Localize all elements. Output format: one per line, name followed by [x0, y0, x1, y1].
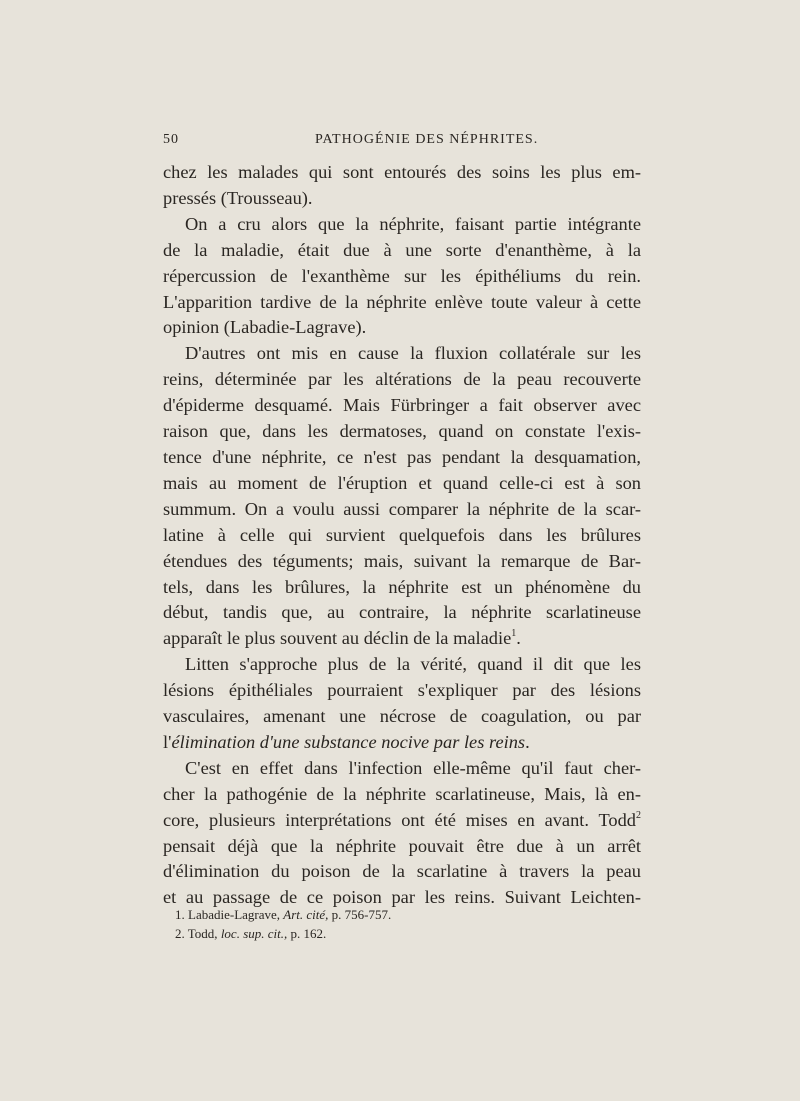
- text-line: D'autres ont mis en cause la fluxion collatérale sur les: [185, 343, 641, 364]
- text-line: latine à celle qui survient quelquefois dans les brûlures: [163, 524, 641, 545]
- text-line: étendues des téguments; mais, suivant la remarque de Bar-: [163, 550, 641, 571]
- italic-phrase: élimination d'une substance nocive par les reins: [171, 731, 526, 752]
- footnote-author: Todd,: [187, 926, 218, 941]
- text-line: répercussion de l'exanthème sur les épithéliums du rein.: [163, 265, 641, 286]
- footnote-citation: Art. cité,: [283, 907, 329, 922]
- footnote-number: 2.: [175, 926, 185, 941]
- text-line: et au passage de ce poison par les reins. Suivant Leichten-: [163, 887, 641, 908]
- text-line-end: .: [516, 628, 521, 649]
- text-line: Litten s'approche plus de la vérité, quand il dit que les: [185, 654, 641, 675]
- footnote-author: Labadie-Lagrave,: [188, 907, 281, 922]
- text-line-end: .: [525, 731, 530, 752]
- text-line: [163, 808, 641, 834]
- text-line: reins, déterminée par les altérations de la peau recouverte: [163, 369, 641, 390]
- text-line: On a cru alors que la néphrite, faisant partie intégrante: [185, 213, 641, 234]
- footnote-number: 1.: [175, 907, 185, 922]
- footnote-2: [175, 924, 635, 943]
- text-line: d'élimination du poison de la scarlatine à travers la peau: [163, 861, 641, 882]
- running-title: PATHOGÉNIE DES NÉPHRITES.: [315, 132, 539, 147]
- text-line: [163, 626, 641, 652]
- page-number: 50: [163, 132, 179, 147]
- text-line: tence d'une néphrite, ce n'est pas pendant la desquamation,: [163, 446, 641, 467]
- footnote-1: [175, 905, 635, 924]
- footnote-citation: loc. sup. cit.,: [220, 926, 288, 941]
- text-line: chez les malades qui sont entourés des soins les plus em-: [163, 162, 641, 182]
- text-line: lésions épithéliales pourraient s'expliquer par des lésions: [163, 680, 641, 701]
- body-text: [163, 160, 641, 911]
- text-line: C'est en effet dans l'infection elle-même qu'il faut cher-: [185, 757, 641, 778]
- text-line: raison que, dans les dermatoses, quand on constate l'exis-: [163, 421, 641, 442]
- footnote-ref-1: 1: [511, 628, 517, 640]
- footnote-pages: p. 162.: [290, 926, 327, 941]
- text-line: tels, dans les brûlures, la néphrite est un phénomène du: [163, 576, 641, 597]
- text-line: début, tandis que, au contraire, la néphrite scarlatineuse: [163, 602, 641, 623]
- text-line-content: apparaît le plus souvent au déclin de la maladie: [163, 628, 512, 649]
- text-line: opinion (Labadie-Lagrave).: [163, 317, 367, 338]
- text-line: mais au moment de l'éruption et quand celle-ci est à son: [163, 472, 641, 493]
- text-line: pensait déjà que la néphrite pouvait être due à un arrêt: [163, 835, 641, 856]
- text-line-content: core, plusieurs interprétations ont été mises en avant. Todd: [163, 809, 636, 830]
- text-line-start: l': [163, 731, 172, 752]
- text-line: summum. On a voulu aussi comparer la néphrite de la scar-: [163, 498, 641, 519]
- text-line: L'apparition tardive de la néphrite enlève toute valeur à cette: [163, 291, 641, 312]
- text-line: [163, 730, 641, 756]
- text-line: pressés (Trousseau).: [163, 187, 313, 208]
- footnotes: [175, 905, 635, 943]
- text-line: vasculaires, amenant une nécrose de coagulation, ou par: [163, 706, 641, 727]
- footnote-pages: p. 756-757.: [331, 907, 392, 922]
- text-line: de la maladie, était due à une sorte d'enanthème, à la: [163, 239, 641, 260]
- text-line: d'épiderme desquamé. Mais Fürbringer a fait observer avec: [163, 395, 641, 416]
- footnote-ref-2: 2: [636, 809, 641, 821]
- text-line: cher la pathogénie de la néphrite scarlatineuse, Mais, là en-: [163, 783, 641, 804]
